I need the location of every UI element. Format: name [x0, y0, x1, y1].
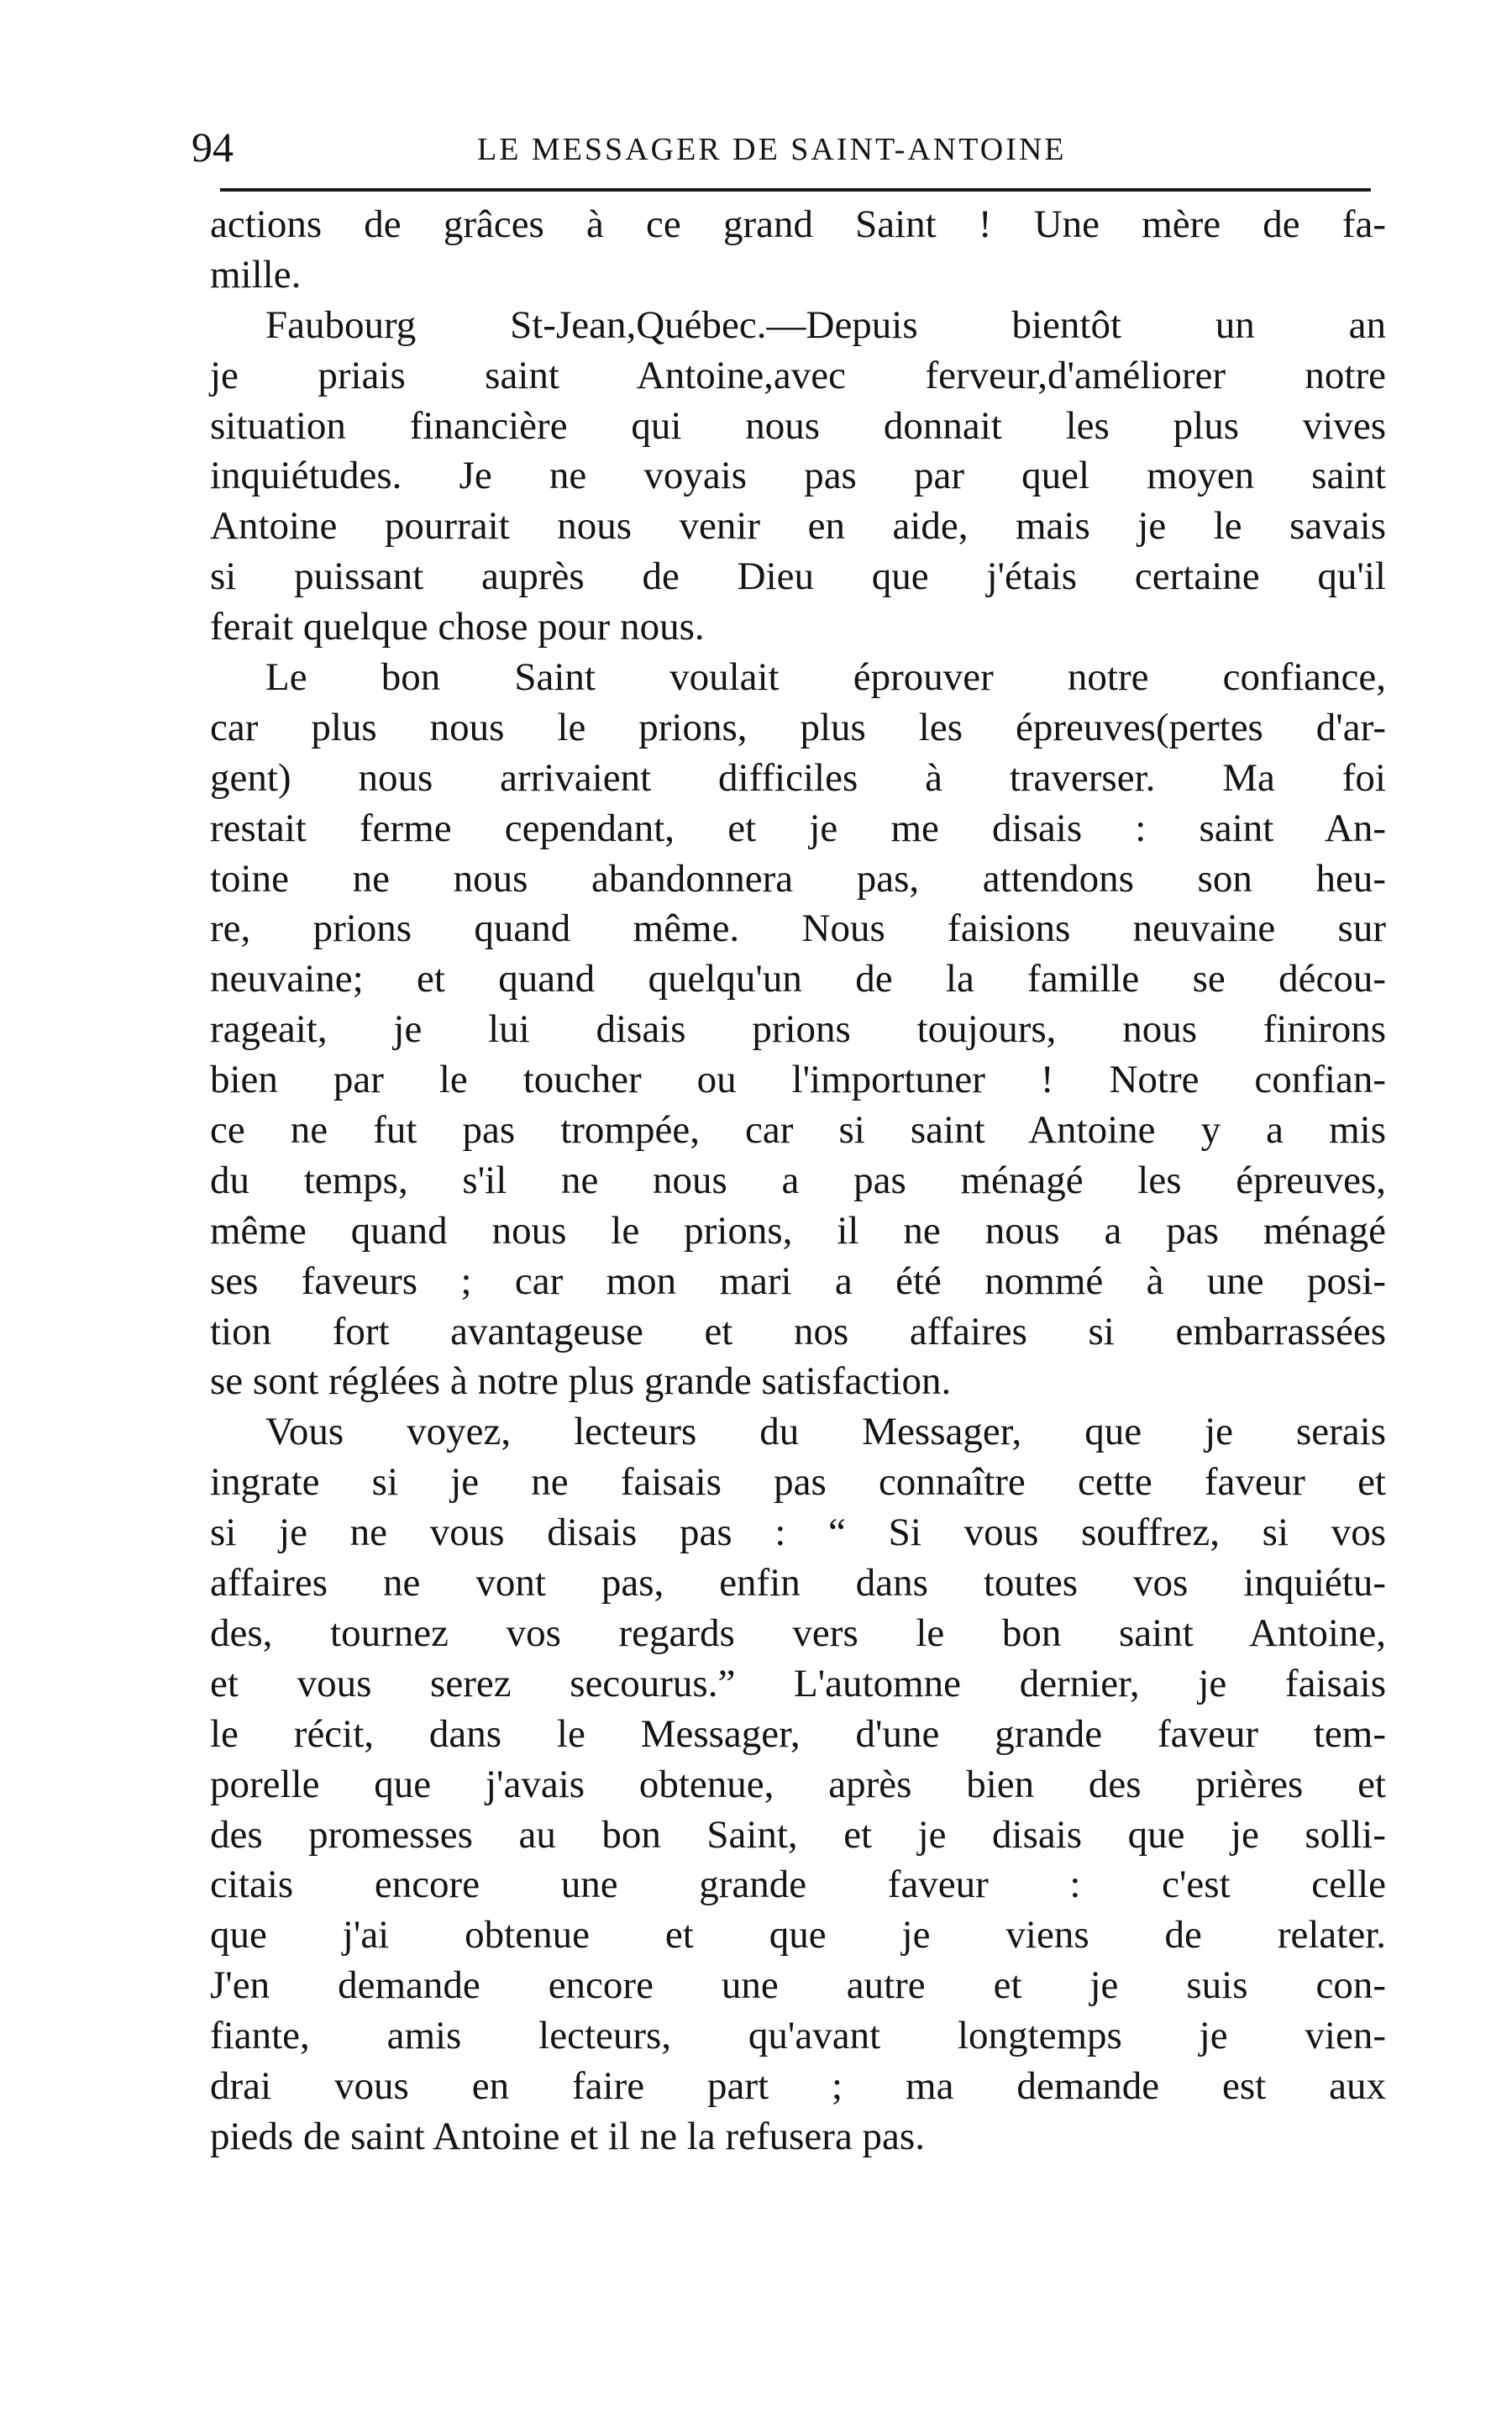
text-line: restait ferme cependant, et je me disais : saint An- [210, 806, 1386, 850]
text-line: bien par le toucher ou l'importuner ! Notre confian- [210, 1058, 1386, 1102]
page-number: 94 [192, 123, 234, 171]
text-line: neuvaine; et quand quelqu'un de la famille se décou- [210, 957, 1386, 1001]
text-line: ferait quelque chose pour nous. [210, 605, 705, 649]
text-line: si je ne vous disais pas : “ Si vous souffrez, si vos [210, 1511, 1386, 1555]
text-line: car plus nous le prions, plus les épreuves(pertes d'ar- [210, 705, 1386, 749]
text-line: ce ne fut pas trompée, car si saint Antoine y a mis [210, 1108, 1386, 1153]
text-line: fiante, amis lecteurs, qu'avant longtemps je vien- [210, 2014, 1386, 2058]
text-line: rageait, je lui disais prions toujours, nous finirons [210, 1007, 1386, 1052]
text-line: du temps, s'il ne nous a pas ménagé les épreuves, [210, 1158, 1386, 1202]
text-line: citais encore une grande faveur : c'est celle [210, 1863, 1386, 1907]
text-line: Antoine pourrait nous venir en aide, mais je le savais [210, 504, 1386, 549]
text-line: que j'ai obtenue et que je viens de relater. [210, 1913, 1386, 1957]
text-line: drai vous en faire part ; ma demande est aux [210, 2063, 1386, 2108]
text-line: porelle que j'avais obtenue, après bien des prières et [210, 1762, 1386, 1806]
text-line: inquiétudes. Je ne voyais pas par quel moyen saint [210, 454, 1386, 498]
text-line: actions de grâces à ce grand Saint ! Une mère de fa- [210, 202, 1386, 246]
text-line: et vous serez secourus.” L'automne dernier, je faisais [210, 1661, 1386, 1705]
paragraph-start-line: Le bon Saint voulait éprouver notre confiance, [265, 655, 1386, 700]
text-line: gent) nous arrivaient difficiles à traverser. Ma foi [210, 755, 1386, 800]
text-line: re, prions quand même. Nous faisions neuvaine sur [210, 906, 1386, 951]
running-title: LE MESSAGER DE SAINT-ANTOINE [477, 132, 1067, 167]
page-header [192, 118, 1393, 176]
header-rule [220, 188, 1371, 192]
text-line: si puissant auprès de Dieu que j'étais certaine qu'il [210, 554, 1386, 599]
text-line: situation financière qui nous donnait les plus vives [210, 403, 1386, 448]
text-line: le récit, dans le Messager, d'une grande faveur tem- [210, 1711, 1386, 1756]
text-line: tion fort avantageuse et nos affaires si embarrassées [210, 1309, 1386, 1353]
paragraph-start-line: Vous voyez, lecteurs du Messager, que je serais [265, 1410, 1386, 1454]
text-line: ingrate si je ne faisais pas connaître cette faveur et [210, 1460, 1386, 1505]
text-line: ses faveurs ; car mon mari a été nommé à une posi- [210, 1259, 1386, 1303]
paragraph-start-line: Faubourg St-Jean,Québec.—Depuis bientôt un an [265, 302, 1386, 347]
text-line: se sont réglées à notre plus grande satisfaction. [210, 1359, 952, 1404]
text-line: affaires ne vont pas, enfin dans toutes vos inquiétu- [210, 1561, 1386, 1605]
text-line: des promesses au bon Saint, et je disais que je solli- [210, 1812, 1386, 1857]
text-line: des, tournez vos regards vers le bon saint Antoine, [210, 1611, 1386, 1655]
body-text [210, 200, 1386, 2162]
text-line: mille. [210, 252, 302, 297]
text-line: je priais saint Antoine,avec ferveur,d'améliorer notre [210, 353, 1386, 397]
text-line: pieds de saint Antoine et il ne la refusera pas. [210, 2114, 925, 2158]
text-line: J'en demande encore une autre et je suis con- [210, 1963, 1386, 2008]
text-line: toine ne nous abandonnera pas, attendons son heu- [210, 856, 1386, 901]
text-line: même quand nous le prions, il ne nous a pas ménagé [210, 1208, 1386, 1253]
